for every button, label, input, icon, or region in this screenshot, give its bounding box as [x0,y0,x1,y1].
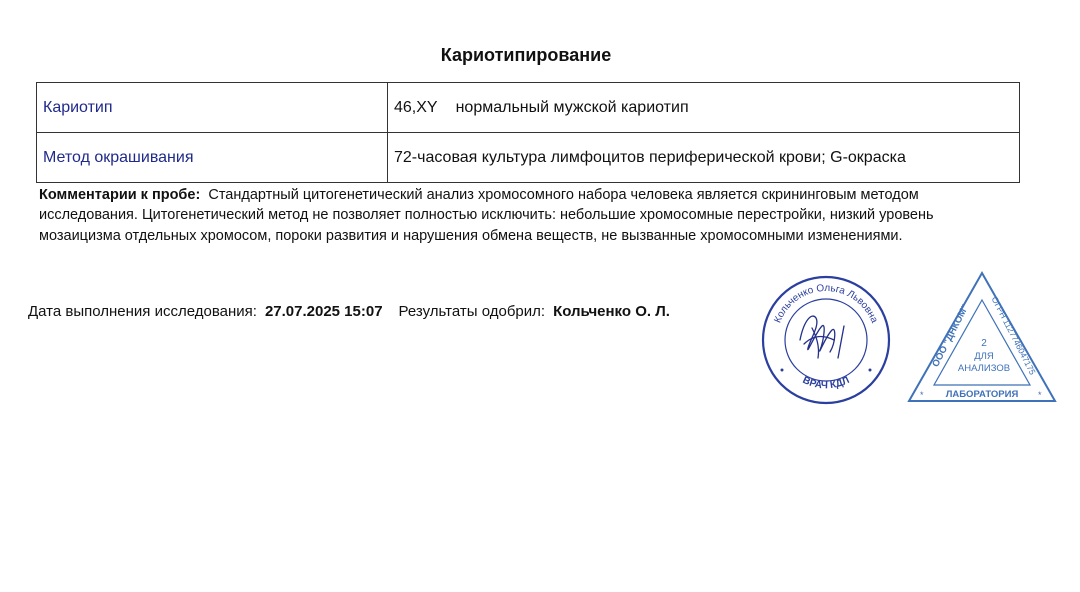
table-row [37,83,1020,133]
staining-method-value: 72-часовая культура лимфоцитов периферической крови; G-окраска [388,133,1020,183]
approved-label: Результаты одобрил: [398,303,546,320]
staining-method-label: Метод окрашивания [37,133,388,183]
results-table [36,82,1020,183]
comment-label: Комментарии к пробе: [39,187,201,203]
laboratory-stamp [906,270,1058,406]
approved-value: Кольченко О. Л. [553,303,670,320]
karyotype-label: Кариотип [37,83,388,133]
stamp-purpose-line2: АНАЛИЗОВ [957,363,1011,374]
karyotype-description: нормальный мужской кариотип [455,98,689,116]
karyotype-value [388,83,1020,133]
comment-text: Стандартный цитогенетический анализ хромосомного набора человека является скрининговым методом исследования. Цитогенетический метод не позволяет полностью исключить: небольшие хромосомные перестройки, низкий уровень мозаицизма отдельных хромосом, пороки развития и нарушения обмена веществ, не вызванные хромосомными изменениями. [39,187,934,244]
table-row [37,133,1020,183]
signature-scribble [800,316,844,358]
date-value: 27.07.2025 15:07 [264,303,383,320]
stamp-number: 2 [981,338,987,349]
footer-info [28,303,670,320]
asterisk-icon: * [920,390,924,400]
stamp-bottom-text: ЛАБОРАТОРИЯ [945,389,1019,400]
stamp-purpose-line1: ДЛЯ [974,351,994,362]
stamp-ogrn-text: ОГРН 1127746047175 [989,294,1038,377]
asterisk-icon: * [1038,390,1042,400]
stamp-role-text: ВРАЧ КДЛ [800,374,852,392]
doctor-stamp [760,270,892,408]
sample-comment [39,185,1019,246]
karyotype-code: 46,XY [394,98,438,116]
date-label: Дата выполнения исследования: [28,303,257,320]
stamp-org-text: ООО "ДНКОМ" [930,302,972,369]
document-title: Кариотипирование [440,45,612,65]
stamp-name-text: Кольченко Ольга Львовна [772,282,880,325]
